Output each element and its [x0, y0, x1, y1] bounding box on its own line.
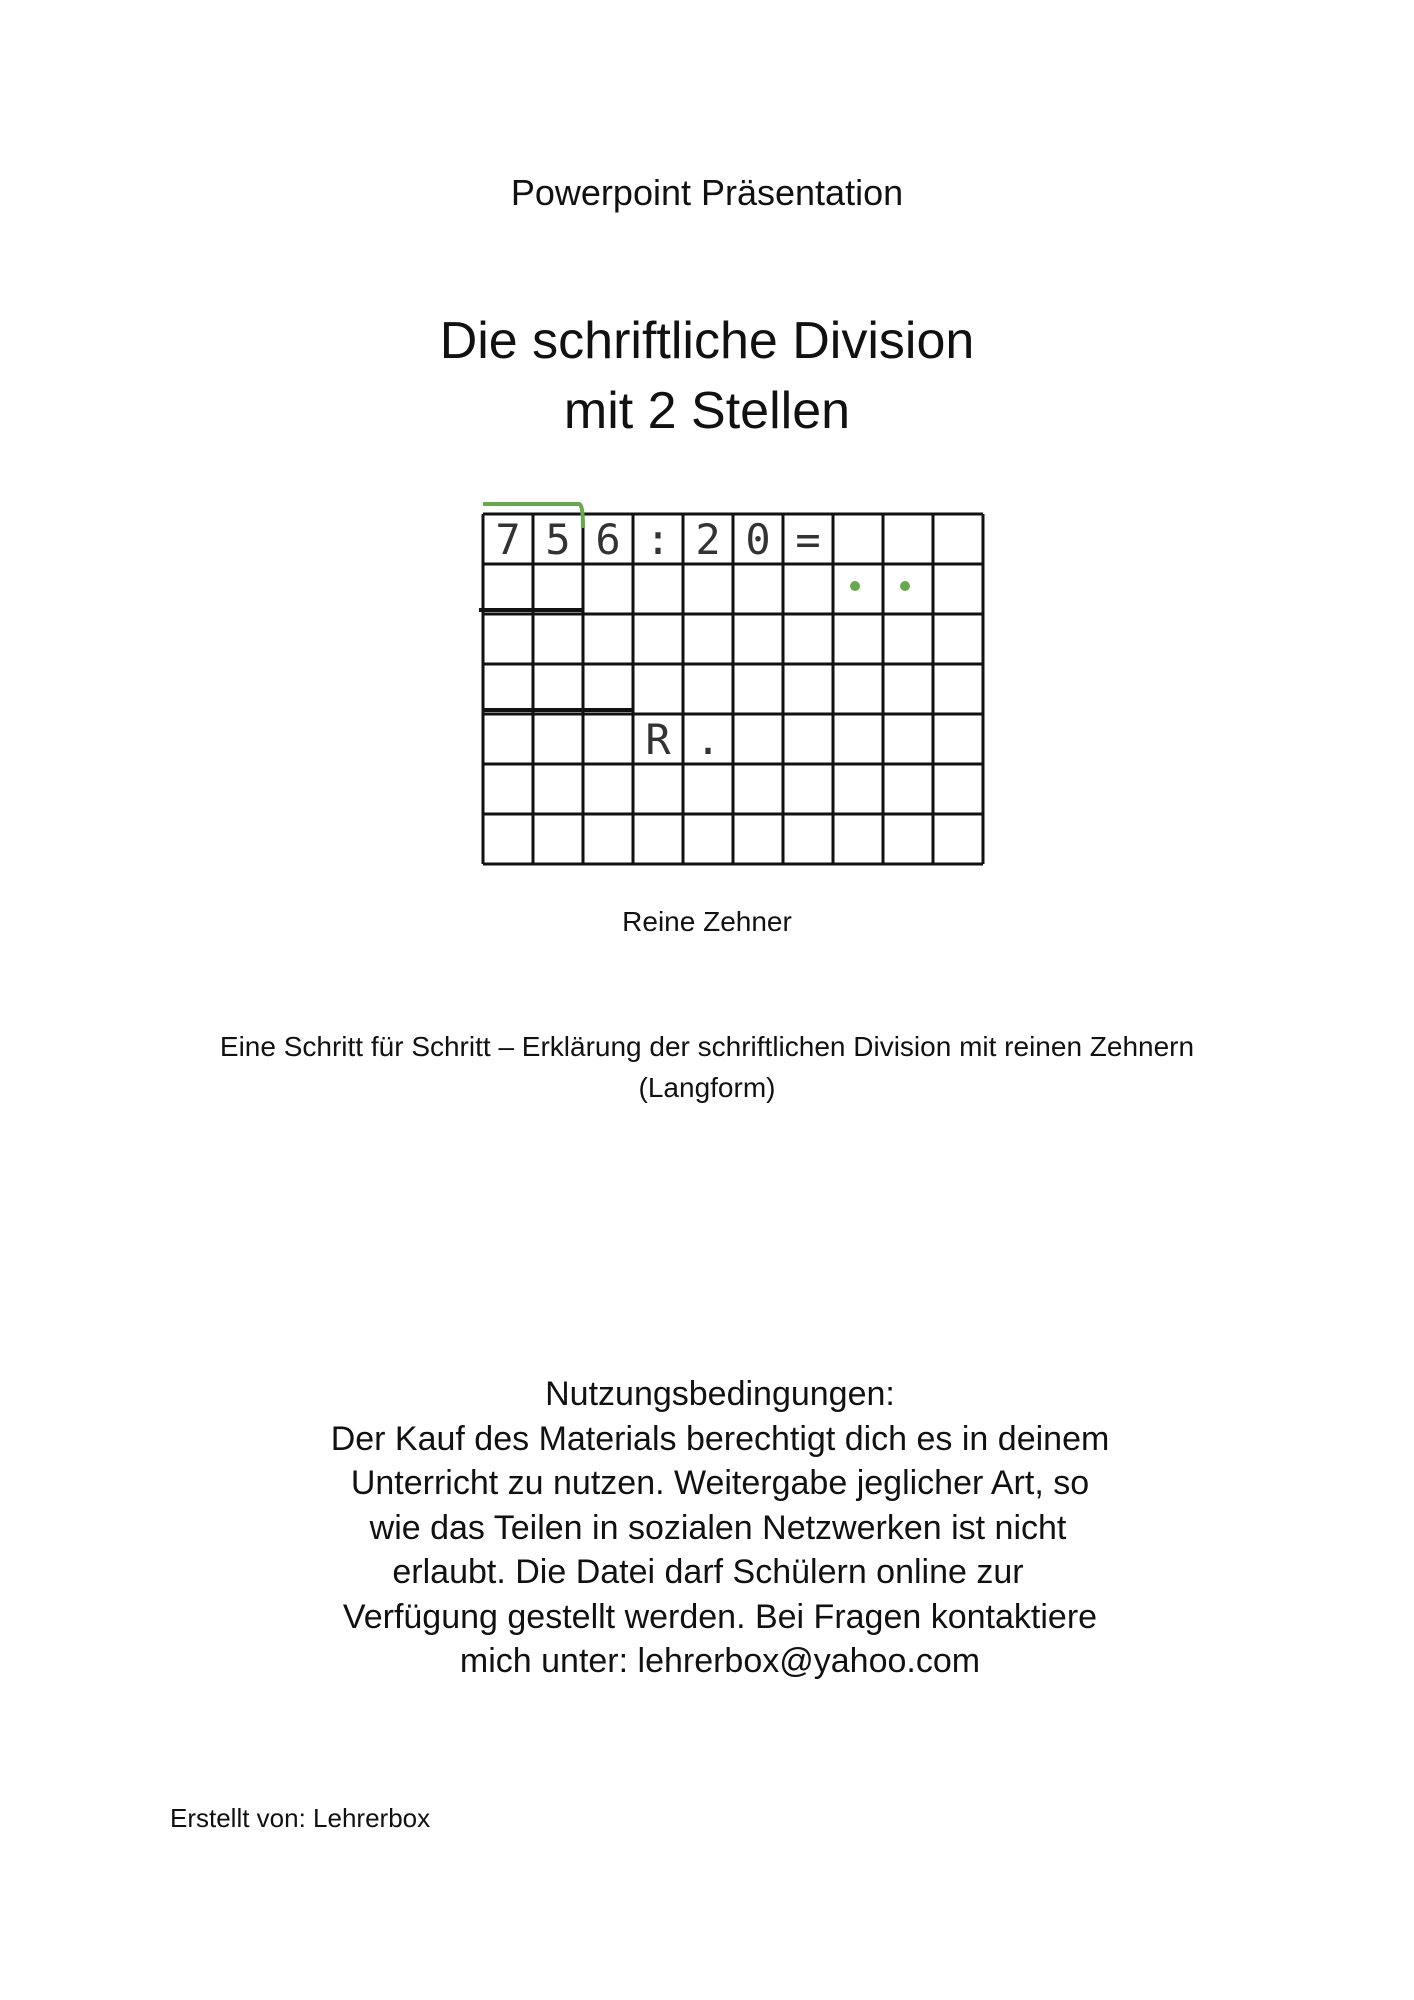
terms-line-3: wie das Teilen in sozialen Netzwerken ist nicht [369, 1508, 1067, 1547]
problem-cell-char: : [645, 515, 671, 564]
problem-cell-char: 6 [595, 515, 621, 564]
answer-placeholder-dot [900, 581, 910, 591]
division-example-grid [470, 496, 990, 870]
problem-cell-char: 0 [745, 515, 771, 564]
problem-cell-char: = [795, 515, 821, 564]
document-title [0, 306, 1414, 446]
description-line-1: Eine Schritt für Schritt – Erklärung der schriftlichen Division mit reinen Zehnern [219, 1031, 1195, 1062]
title-line-2: mit 2 Stellen [563, 382, 851, 440]
description-line-2: (Langform) [638, 1072, 776, 1103]
terms-line-4: erlaubt. Die Datei darf Schülern online zur [392, 1553, 1024, 1591]
remainder-dot: . [695, 715, 721, 764]
problem-cell-char: 5 [545, 515, 571, 564]
terms-line-5: Verfügung gestellt werden. Bei Fragen kontaktiere [342, 1597, 1098, 1636]
description [0, 1026, 1414, 1108]
terms-line-1: Der Kauf des Materials berechtigt dich es in deinem [330, 1419, 1110, 1458]
terms-line-6: mich unter: lehrerbox@yahoo.com [459, 1642, 981, 1680]
answer-placeholder-dot [850, 581, 860, 591]
problem-cell-char: 2 [695, 515, 721, 564]
topic-caption: Reine Zehner [622, 906, 792, 937]
title-line-1: Die schriftliche Division [439, 312, 975, 370]
remainder-label: R [645, 715, 671, 764]
presentation-type-label: Powerpoint Präsentation [510, 172, 904, 213]
problem-cell-char: 7 [495, 515, 521, 564]
terms-line-2: Unterricht zu nutzen. Weitergabe jeglicher Art, so [350, 1464, 1090, 1502]
terms-of-use [270, 1372, 1170, 1684]
creator-credit: Erstellt von: Lehrerbox [170, 1803, 431, 1833]
terms-heading: Nutzungsbedingungen: [545, 1375, 895, 1413]
